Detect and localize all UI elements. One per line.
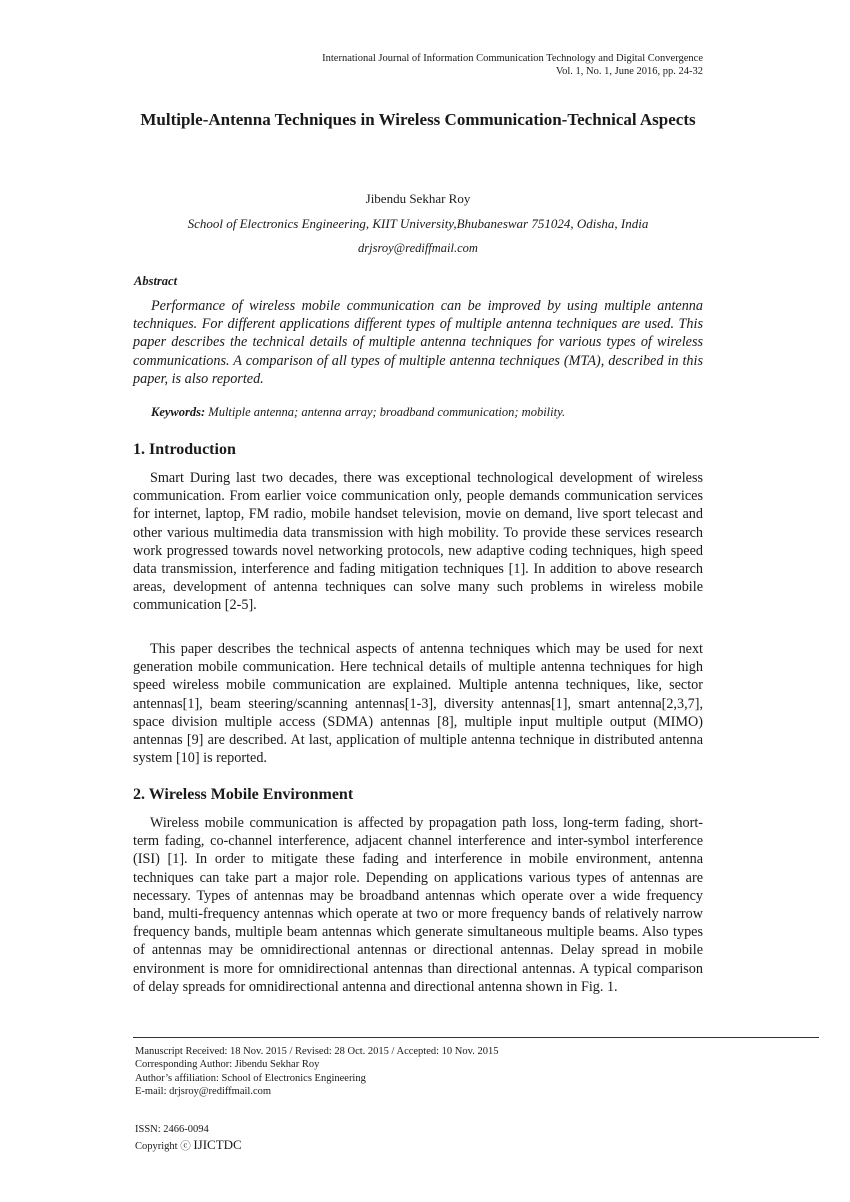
section-heading-wireless-mobile-environment: 2. Wireless Mobile Environment bbox=[133, 786, 354, 803]
footnote bbox=[135, 1045, 498, 1098]
journal-header bbox=[322, 52, 703, 78]
keywords bbox=[151, 405, 565, 420]
corresponding-author: Corresponding Author: Jibendu Sekhar Roy bbox=[135, 1059, 320, 1071]
footnote-divider bbox=[133, 1037, 819, 1038]
author-email: drjsroy@rediffmail.com bbox=[358, 241, 478, 255]
manuscript-dates: Manuscript Received: 18 Nov. 2015 / Revised: 28 Oct. 2015 / Accepted: 10 Nov. 2015 bbox=[135, 1046, 499, 1057]
issn-block bbox=[135, 1122, 242, 1154]
env-paragraph-1: Wireless mobile communication is affected by propagation path loss, long-term fading, short-term fading, co-channel interference, adjacent channel interference and inter-symbol interference (ISI) [1]. In order to mitigate these fading and interference in mobile environment, antenna techniques can take part a major role. Depending on applications various types of antennas are necessary. Types of antennas may be broadband antennas which operate over a wide frequency band, multi-frequency antennas which operate at two or more frequency bands of relatively narrow frequency bands, multiple beam antennas which generate simultaneous multiple beams. Also types of antennas may be omnidirectional antennas or directional antennas. Delay spread in mobile environment is more for omnidirectional antennas than directional antennas. A typical comparison of delay spreads for omnidirectional antenna and directional antenna shown in Fig. 1. bbox=[133, 815, 703, 995]
intro-paragraph-2: This paper describes the technical aspects of antenna techniques which may be used for next generation mobile communication. Here technical details of multiple antenna techniques for high speed wireless mobile communication are explained. Multiple antenna techniques, like, sector antennas[1], beam steering/scanning antennas[1-3], diversity antennas[1], smart antenna[2,3,7], space division multiple access (SDMA) antennas [8], multiple input multiple output (MIMO) antennas [9] are described. At last, application of multiple antenna technique in distributed antenna system [10] is reported. bbox=[133, 641, 703, 767]
issn: ISSN: 2466-0094 bbox=[135, 1124, 209, 1135]
abstract-heading: Abstract bbox=[134, 274, 178, 288]
author-email-footnote: E-mail: drjsroy@rediffmail.com bbox=[135, 1085, 272, 1097]
section-heading-introduction: 1. Introduction bbox=[133, 441, 236, 458]
copyright-label: Copyright ⓒ bbox=[135, 1141, 191, 1152]
keywords-list: Multiple antenna; antenna array; broadband communication; mobility. bbox=[208, 405, 566, 419]
keywords-label: Keywords: bbox=[151, 405, 206, 419]
volume-info: Vol. 1, No. 1, June 2016, pp. 24-32 bbox=[555, 66, 703, 77]
author-name: Jibendu Sekhar Roy bbox=[365, 191, 471, 206]
abstract-text: Performance of wireless mobile communication can be improved by using multiple antenna techniques. For different applications different types of multiple antenna techniques are used. This paper describes the technical details of multiple antenna techniques for various types of wireless communications. A comparison of all types of multiple antenna techniques (MTA), described in this paper, is also reported. bbox=[133, 298, 703, 387]
author-affiliation-footnote: Author’s affiliation: School of Electronics Engineering bbox=[135, 1072, 366, 1084]
paper-title: Multiple-Antenna Techniques in Wireless Communication-Technical Aspects bbox=[140, 110, 696, 129]
author-affiliation: School of Electronics Engineering, KIIT University,Bhubaneswar 751024, Odisha, India bbox=[187, 216, 649, 231]
copyright bbox=[135, 1137, 242, 1154]
journal-name: International Journal of Information Communication Technology and Digital Convergence bbox=[322, 53, 703, 64]
intro-paragraph-1: Smart During last two decades, there was exceptional technological development of wireless communication. From earlier voice communication only, people demands communication services for internet, laptop, FM radio, mobile handset television, movie on demand, live sport telecast and other various multimedia data transmission with high mobility. To provide these services research work progressed towards novel networking protocols, new adaptive coding techniques, high speed data transmission, interference and fading mitigation techniques [1]. In addition to above research areas, development of antenna techniques can solve many such problems in wireless mobile communication [2-5]. bbox=[133, 470, 703, 614]
copyright-org: IJICTDC bbox=[193, 1137, 242, 1152]
